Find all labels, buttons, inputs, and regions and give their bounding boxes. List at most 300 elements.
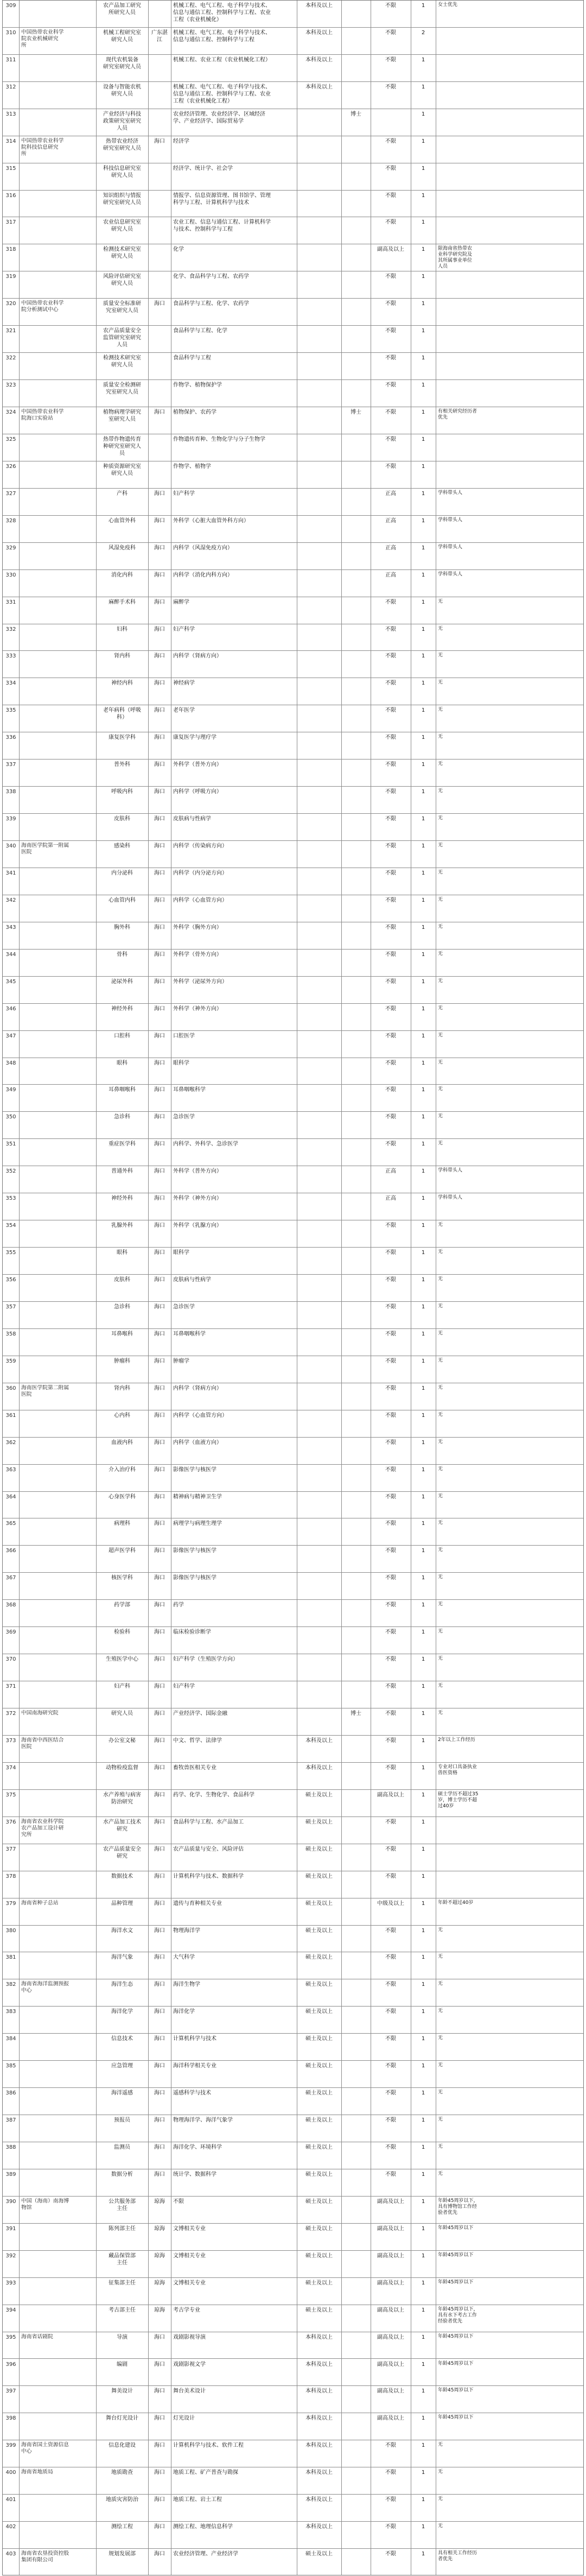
- cell-count: 1: [421, 1087, 425, 1093]
- cell-major: 皮肤病与性病学: [173, 1277, 211, 1283]
- cell-position: 妇科: [117, 626, 128, 632]
- cell-degree: [297, 1140, 341, 1166]
- cell-xuewei: [341, 300, 371, 325]
- cell-degree: [297, 1466, 341, 1491]
- cell-major: 海洋化学、环境科学: [173, 2144, 222, 2150]
- cell-major: 灯光设计: [173, 2415, 195, 2422]
- cell-major: 眼科学: [173, 1250, 189, 1256]
- cell-location: 海口: [154, 138, 165, 144]
- cell-note: 无: [438, 1981, 443, 1987]
- cell-title: 不限: [385, 1331, 396, 1337]
- cell-count: 1: [421, 2090, 425, 2097]
- cell-degree: 本科及以上: [305, 2334, 333, 2340]
- cell-position: 现代农机装备 研究室研究人员: [103, 56, 141, 70]
- cell-location: 海口: [154, 2470, 165, 2476]
- cell-location: 海口: [154, 2497, 165, 2503]
- cell-unit: [19, 2414, 96, 2440]
- cell-xuewei: [341, 2008, 371, 2033]
- cell-note: 无: [438, 1683, 443, 1689]
- cell-unit: [19, 327, 96, 352]
- cell-position: 风险评估研究室 研究人员: [103, 274, 141, 287]
- cell-note: 无: [438, 1330, 443, 1336]
- cell-unit: [19, 463, 96, 488]
- cell-note: 无: [438, 1602, 443, 1607]
- cell-degree: 本科及以上: [305, 1764, 333, 1771]
- cell-no: 397: [5, 2388, 16, 2395]
- cell-position: 康复医学科: [109, 735, 136, 741]
- cell-xuewei: [341, 652, 371, 678]
- cell-unit: [19, 1330, 96, 1356]
- cell-count: 1: [421, 1873, 425, 1879]
- cell-count: 1: [421, 2307, 425, 2313]
- cell-note: [436, 381, 584, 407]
- cell-major: 内科学（血液方向）: [173, 1439, 222, 1446]
- cell-count: 2: [421, 29, 425, 36]
- cell-position: 数据技术: [111, 1873, 133, 1879]
- cell-title: 不限: [385, 2117, 396, 2124]
- cell-position: 藏品保管部 主任: [109, 2252, 136, 2266]
- cell-location: [148, 273, 171, 298]
- cell-position: 普外科: [114, 762, 130, 768]
- cell-xuewei: [341, 2469, 371, 2494]
- cell-unit: [19, 192, 96, 217]
- cell-no: 316: [5, 192, 16, 199]
- cell-no: 399: [5, 2442, 16, 2449]
- cell-location: 海口: [154, 1141, 165, 1148]
- cell-major: 农产品质量与安全、风险评估: [173, 1846, 244, 1852]
- cell-count: 1: [421, 1195, 425, 1202]
- cell-position: 海洋水文: [111, 1927, 133, 1934]
- cell-position: 热带作物遗传育 种研究室研究人 员: [103, 436, 141, 457]
- cell-no: 379: [5, 1900, 16, 1907]
- cell-count: 1: [421, 1602, 425, 1609]
- cell-count: 1: [421, 111, 425, 117]
- cell-degree: 硕士及以上: [305, 2225, 333, 2232]
- cell-xuewei: [341, 2225, 371, 2250]
- cell-xuewei: [341, 815, 371, 840]
- cell-count: 1: [421, 409, 425, 416]
- cell-title: 不限: [385, 2497, 396, 2503]
- cell-degree: [297, 978, 341, 1003]
- cell-count: 1: [421, 1711, 425, 1717]
- cell-note: 无: [438, 1547, 443, 1553]
- cell-degree: [297, 408, 341, 434]
- cell-count: 1: [421, 1927, 425, 1934]
- cell-location: 海口: [154, 490, 165, 497]
- cell-position: 舞美设计: [111, 2388, 133, 2395]
- cell-location: 海口: [154, 2144, 165, 2150]
- cell-note: 无: [438, 2144, 443, 2149]
- cell-major: 戏剧影视导演: [173, 2334, 206, 2340]
- cell-location: 海口: [154, 1900, 165, 1907]
- cell-degree: 本科及以上: [305, 2470, 333, 2476]
- cell-unit: 海南医学院第二附属 医院: [21, 1384, 69, 1397]
- cell-degree: 硕士及以上: [305, 2551, 333, 2558]
- cell-major: 药学: [173, 1602, 184, 1609]
- cell-position: 急诊科: [114, 1303, 130, 1310]
- recruitment-table: [2, 0, 584, 2575]
- cell-position: 老年病科（呼吸 科）: [103, 707, 141, 721]
- cell-degree: 硕士及以上: [305, 1900, 333, 1907]
- cell-count: 1: [421, 924, 425, 931]
- cell-location: [148, 245, 171, 271]
- cell-degree: 硕士及以上: [305, 2144, 333, 2150]
- cell-xuewei: [341, 490, 371, 515]
- cell-count: 1: [421, 2470, 425, 2476]
- cell-major: 经济学、统计学、社会学: [173, 165, 233, 172]
- cell-title: 不限: [385, 735, 396, 741]
- cell-no: 394: [5, 2307, 16, 2313]
- cell-degree: [297, 544, 341, 569]
- cell-unit: [19, 923, 96, 949]
- cell-unit: [19, 1059, 96, 1085]
- cell-major: 外科学（胸外方向）: [173, 924, 222, 931]
- cell-count: 1: [421, 1683, 425, 1690]
- cell-count: 1: [421, 843, 425, 850]
- cell-unit: [19, 354, 96, 379]
- cell-count: 1: [421, 789, 425, 795]
- cell-location: 海口: [154, 2036, 165, 2042]
- cell-title: 不限: [385, 1114, 396, 1121]
- cell-major: 海洋化学: [173, 2009, 195, 2015]
- cell-count: 1: [421, 463, 425, 470]
- cell-unit: [19, 1601, 96, 1626]
- cell-unit: [19, 1520, 96, 1545]
- cell-major: 作物遗传育种、生物化学与分子生物学: [173, 436, 265, 442]
- cell-location: [148, 354, 171, 379]
- cell-major: 外科学（乳腺方向）: [173, 1223, 222, 1229]
- cell-note: 无: [438, 1086, 443, 1092]
- cell-degree: [297, 273, 341, 298]
- cell-degree: 硕士及以上: [305, 2036, 333, 2042]
- cell-unit: [19, 56, 96, 81]
- cell-major: 内科学（心血管方向）: [173, 1412, 227, 1419]
- cell-degree: [297, 706, 341, 732]
- cell-count: 1: [421, 165, 425, 172]
- cell-position: 舞台灯光设计: [106, 2415, 138, 2422]
- cell-unit: 海南医学院第一附属 医院: [21, 843, 69, 856]
- cell-position: 肾内科: [114, 1385, 130, 1391]
- cell-title: 不限: [385, 1602, 396, 1609]
- cell-position: 妇产科: [114, 1683, 130, 1690]
- cell-count: 1: [421, 246, 425, 253]
- cell-location: 琼海: [154, 2280, 165, 2286]
- cell-major: 计算机科学与技术: [173, 2036, 216, 2042]
- cell-position: 产科: [117, 490, 128, 497]
- cell-degree: [297, 1059, 341, 1085]
- cell-no: 322: [5, 355, 16, 362]
- cell-position: 质量安全检测研 究室研究人员: [103, 382, 141, 396]
- cell-degree: 硕士及以上: [305, 1954, 333, 1961]
- cell-degree: [297, 598, 341, 624]
- cell-xuewei: [341, 1140, 371, 1166]
- cell-location: 海口: [154, 1331, 165, 1337]
- cell-position: 心身医学科: [109, 1493, 136, 1500]
- cell-count: 1: [421, 870, 425, 876]
- cell-note: 年龄45周岁以下: [438, 2388, 474, 2394]
- cell-degree: [297, 1357, 341, 1383]
- cell-count: 1: [421, 735, 425, 741]
- cell-location: 海口: [154, 1711, 165, 1717]
- cell-note: 学科带头人: [438, 490, 463, 496]
- cell-major: 植物保护、农药学: [173, 409, 216, 416]
- cell-position: 胸外科: [114, 924, 130, 931]
- cell-location: 广东湛江: [151, 29, 168, 43]
- cell-position: 呼吸内科: [111, 789, 133, 795]
- cell-location: 海口: [154, 1060, 165, 1066]
- cell-degree: [297, 381, 341, 407]
- cell-no: 382: [5, 1982, 16, 1988]
- cell-major: 地质工程、岩土工程: [173, 2497, 222, 2503]
- cell-no: 348: [5, 1060, 16, 1066]
- cell-no: 357: [5, 1303, 16, 1310]
- cell-position: 水产养殖与病害 防治研究: [103, 1792, 141, 1805]
- cell-xuewei: [341, 842, 371, 868]
- cell-count: 1: [421, 978, 425, 985]
- cell-unit: [19, 2306, 96, 2332]
- cell-title: 副高及以上: [377, 2361, 404, 2368]
- cell-count: 1: [421, 680, 425, 687]
- cell-xuewei: [341, 2198, 371, 2223]
- cell-xuewei: [341, 1601, 371, 1626]
- cell-location: 琼海: [154, 2307, 165, 2313]
- cell-location: 海口: [154, 2361, 165, 2368]
- cell-title: 副高及以上: [377, 2252, 404, 2259]
- cell-degree: 本科及以上: [305, 84, 333, 90]
- cell-title: 不限: [385, 2171, 396, 2178]
- cell-title: 不限: [385, 409, 396, 416]
- cell-unit: [19, 1764, 96, 1789]
- cell-count: 1: [421, 2551, 425, 2558]
- cell-title: 不限: [385, 192, 396, 199]
- cell-location: 海口: [154, 789, 165, 795]
- cell-title: 不限: [385, 1250, 396, 1256]
- cell-count: 1: [421, 2334, 425, 2340]
- cell-count: 1: [421, 897, 425, 903]
- cell-major: 内科学（风湿免疫方向）: [173, 545, 233, 551]
- cell-location: 海口: [154, 1575, 165, 1581]
- cell-unit: 海南省种子总站: [21, 1900, 59, 1906]
- cell-title: 不限: [385, 870, 396, 876]
- cell-xuewei: [341, 1900, 371, 1925]
- cell-note: 无: [438, 1059, 443, 1065]
- cell-note: 无: [438, 680, 443, 686]
- cell-title: 不限: [385, 951, 396, 958]
- cell-major: 外科学（心脏大血管外科方向）: [173, 517, 249, 524]
- cell-no: 391: [5, 2225, 16, 2232]
- cell-xuewei: [341, 463, 371, 488]
- cell-location: 海口: [154, 1223, 165, 1229]
- cell-title: 不限: [385, 1439, 396, 1446]
- cell-no: 383: [5, 2009, 16, 2015]
- cell-title: 不限: [385, 626, 396, 632]
- cell-title: 不限: [385, 1846, 396, 1852]
- cell-xuewei: [341, 2252, 371, 2277]
- cell-xuewei: [341, 1412, 371, 1437]
- cell-major: 皮肤病与性病学: [173, 816, 211, 822]
- cell-title: 不限: [385, 463, 396, 470]
- cell-degree: [297, 761, 341, 786]
- cell-unit: [19, 951, 96, 976]
- cell-xuewei: [341, 1167, 371, 1193]
- cell-xuewei: [341, 625, 371, 651]
- cell-note: 学科带头人: [438, 517, 463, 523]
- cell-no: 346: [5, 1005, 16, 1012]
- cell-position: 海洋气象: [111, 1954, 133, 1961]
- cell-xuewei: [341, 354, 371, 379]
- cell-title: 不限: [385, 3, 396, 9]
- cell-location: 海口: [154, 2442, 165, 2449]
- cell-note: 无: [438, 1384, 443, 1390]
- cell-major: 遗传与育种相关专业: [173, 1900, 222, 1907]
- cell-xuewei: [341, 517, 371, 542]
- cell-title: 副高及以上: [377, 2280, 404, 2286]
- cell-title: 不限: [385, 1223, 396, 1229]
- cell-no: 370: [5, 1656, 16, 1663]
- cell-xuewei: [341, 1249, 371, 1274]
- cell-xuewei: [341, 2143, 371, 2169]
- cell-major: 物理海洋学: [173, 1927, 200, 1934]
- cell-title: 不限: [385, 1629, 396, 1636]
- cell-note: 学科带头人: [438, 544, 463, 550]
- cell-no: 347: [5, 1033, 16, 1039]
- cell-xuewei: [341, 327, 371, 352]
- cell-unit: [19, 1791, 96, 1817]
- cell-title: 不限: [385, 1656, 396, 1663]
- cell-note: [436, 463, 584, 488]
- cell-unit: [19, 1005, 96, 1030]
- cell-degree: 本科及以上: [305, 56, 333, 63]
- cell-title: 副高及以上: [377, 2388, 404, 2395]
- cell-count: 1: [421, 1277, 425, 1283]
- cell-degree: [297, 1167, 341, 1193]
- cell-count: 1: [421, 192, 425, 199]
- cell-title: 不限: [385, 1764, 396, 1771]
- cell-location: [148, 463, 171, 488]
- cell-note: [436, 354, 584, 379]
- cell-degree: [297, 951, 341, 976]
- cell-position: 导演: [117, 2334, 128, 2340]
- cell-degree: 本科及以上: [305, 2497, 333, 2503]
- cell-unit: [19, 381, 96, 407]
- cell-count: 1: [421, 1792, 425, 1798]
- cell-title: [371, 110, 411, 136]
- cell-xuewei: [341, 761, 371, 786]
- cell-note: 无: [438, 1032, 443, 1038]
- cell-count: 1: [421, 599, 425, 605]
- cell-major: 内科学（传染病方向）: [173, 843, 227, 850]
- cell-unit: [19, 218, 96, 244]
- cell-position: 规划发展部: [109, 2551, 136, 2558]
- cell-title: 不限: [385, 1005, 396, 1012]
- cell-major: 肿瘤学: [173, 1358, 189, 1364]
- cell-no: 317: [5, 219, 16, 226]
- cell-position: 神经内科: [111, 680, 133, 687]
- cell-degree: 硕士及以上: [305, 2009, 333, 2015]
- cell-title: 不限: [385, 328, 396, 334]
- cell-location: 海口: [154, 978, 165, 985]
- cell-xuewei: [341, 164, 371, 190]
- cell-location: 海口: [154, 1846, 165, 1852]
- cell-major: 耳鼻咽喉科学: [173, 1087, 206, 1093]
- cell-major: 内科学（消化内科方向）: [173, 572, 233, 578]
- cell-location: 海口: [154, 1439, 165, 1446]
- cell-unit: 海南省话剧院: [21, 2333, 53, 2340]
- cell-major: 测绘工程、地理信息科学: [173, 2524, 233, 2530]
- cell-major: 食品科学与工程、水产品加工: [173, 1819, 244, 1825]
- cell-location: 海口: [154, 1005, 165, 1012]
- cell-note: [436, 218, 584, 244]
- cell-location: 海口: [154, 1033, 165, 1039]
- cell-xuewei: [341, 2116, 371, 2142]
- cell-location: [148, 110, 171, 136]
- cell-no: 340: [5, 843, 16, 850]
- cell-note: 年龄45周岁以下: [438, 2252, 474, 2258]
- cell-count: 1: [421, 3, 425, 9]
- cell-count: 1: [421, 951, 425, 958]
- cell-major: 经济学: [173, 138, 189, 144]
- cell-degree: [297, 1412, 341, 1437]
- cell-count: 1: [421, 1060, 425, 1066]
- cell-major: 内科学（心血管方向）: [173, 897, 227, 903]
- cell-note: [436, 1872, 584, 1898]
- cell-degree: [297, 815, 341, 840]
- cell-unit: [19, 1194, 96, 1220]
- cell-note: 无: [438, 1249, 443, 1255]
- cell-note: 专业对口具备执业 兽医资格: [438, 1764, 477, 1776]
- cell-degree: 硕士及以上: [305, 2307, 333, 2313]
- cell-title: 不限: [385, 165, 396, 172]
- cell-major: 妇产科学: [173, 626, 195, 632]
- cell-title: 不限: [385, 2036, 396, 2042]
- cell-position: 检测技术研究室 研究人员: [103, 355, 141, 369]
- cell-no: 403: [5, 2551, 16, 2558]
- cell-location: [148, 192, 171, 217]
- cell-note: 无: [438, 1954, 443, 1960]
- cell-note: 学科带头人: [438, 1168, 463, 1174]
- cell-xuewei: 博士: [351, 1711, 361, 1717]
- cell-title: 不限: [385, 1683, 396, 1690]
- cell-count: 1: [421, 2036, 425, 2042]
- cell-location: 海口: [154, 545, 165, 551]
- cell-major: 麻醉学: [173, 599, 189, 605]
- cell-count: 1: [421, 2415, 425, 2422]
- cell-no: 363: [5, 1466, 16, 1473]
- cell-note: 无: [438, 1520, 443, 1526]
- cell-major: 机械工程、电气工程、电子科学与技术、 信息与通信工程、控制科学与工程、农业 工程（农业机械化工程）: [173, 84, 271, 104]
- cell-major: 食品科学与工程: [173, 355, 211, 362]
- cell-no: 387: [5, 2117, 16, 2124]
- cell-position: 海洋遥感: [111, 2090, 133, 2097]
- cell-count: 1: [421, 2009, 425, 2015]
- cell-degree: 本科及以上: [305, 2415, 333, 2422]
- cell-major: 计算机科学与技术、数据科学: [173, 1873, 244, 1879]
- cell-no: 326: [5, 463, 16, 470]
- cell-position: 药学部: [114, 1602, 130, 1609]
- cell-position: 检测技术研究室 研究人员: [103, 246, 141, 260]
- cell-count: 1: [421, 1982, 425, 1988]
- cell-title: 不限: [385, 816, 396, 822]
- cell-position: 耳鼻咽喉科: [109, 1087, 136, 1093]
- cell-major: 化学: [173, 246, 184, 253]
- cell-xuewei: [341, 1927, 371, 1952]
- cell-no: 398: [5, 2415, 16, 2422]
- cell-degree: 本科及以上: [305, 2524, 333, 2530]
- cell-location: 海口: [154, 653, 165, 660]
- cell-no: 334: [5, 680, 16, 687]
- cell-major: 产业经济学、国际金融: [173, 1711, 227, 1717]
- cell-no: 359: [5, 1358, 16, 1364]
